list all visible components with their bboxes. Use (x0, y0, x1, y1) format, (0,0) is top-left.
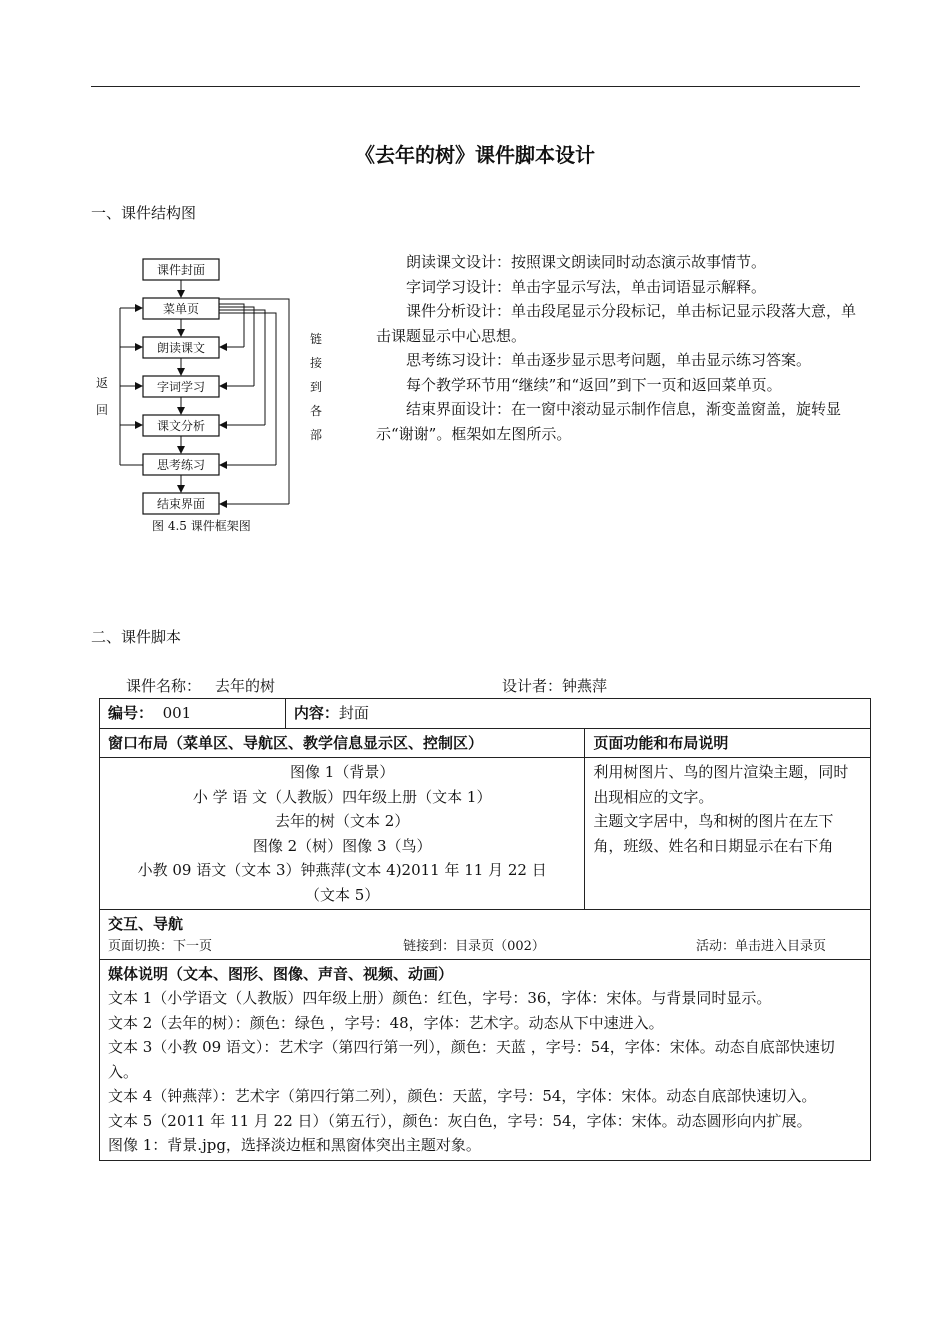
layout-line: （文本 5） (305, 885, 380, 904)
nav-activity: 活动：单击进入目录页 (695, 938, 826, 954)
flow-label-cover: 课件封面 (156, 263, 206, 277)
table-row (100, 758, 871, 910)
script-table (99, 698, 871, 1161)
designer-label: 设计者： (502, 677, 563, 695)
section-heading-script: 二、课件脚本 (91, 628, 182, 646)
table-row (100, 959, 871, 1160)
courseware-structure-diagram (88, 250, 348, 550)
return-label-1: 返 (96, 376, 109, 390)
flow-label-menu: 菜单页 (162, 302, 200, 316)
content-value: 封面 (338, 704, 369, 722)
flow-label-reading: 朗读课文 (156, 341, 206, 355)
media-line: 文本 5（2011 年 11 月 22 日）（第五行），颜色：灰白色，字号：54，字体：宋体。动态圆形向内扩展。 (108, 1111, 812, 1130)
figure-caption: 图 4.5 课件框架图 (152, 519, 251, 533)
layout-line: 去年的树（文本 2） (275, 812, 410, 830)
link-label-1: 链 (310, 332, 323, 346)
media-cell (100, 959, 871, 1160)
structure-description (376, 250, 860, 446)
media-line: 文本 3（小教 09 语文）：艺术字（第四行第一列），颜色：天蓝 ，字号：54，字体：宋体。动态自底部快速切入。 (108, 1038, 835, 1081)
link-label-2: 接 (310, 356, 323, 370)
desc-reading: 朗读课文设计：按照课文朗读同时动态演示故事情节。 (406, 253, 767, 271)
return-label-2: 回 (96, 403, 109, 417)
flow-label-ending: 结束界面 (156, 497, 206, 511)
media-line: 文本 2（去年的树）：颜色：绿色 ，字号：48，字体：艺术字。动态从下中速进入。 (108, 1013, 664, 1032)
courseware-name-label: 课件名称： (126, 677, 202, 695)
number-value: 001 (162, 704, 192, 722)
courseware-name-value: 去年的树 (215, 677, 276, 695)
flow-label-analysis: 课文分析 (156, 419, 206, 433)
navigation-cell (100, 910, 871, 960)
document-title: 《去年的树》课件脚本设计 (355, 143, 595, 167)
courseware-name (126, 675, 275, 696)
flow-label-vocab: 字词学习 (156, 380, 206, 394)
layout-line: 小教 09 语文（文本 3）钟燕萍(文本 4)2011 年 11 月 22 日 (137, 861, 547, 879)
designer (502, 675, 607, 696)
media-line: 图像 1：背景.jpg，选择淡边框和黑窗体突出主题对象。 (108, 1136, 481, 1154)
content-label: 内容： (293, 704, 339, 722)
desc-vocab: 字词学习设计：单击字显示写法，单击词语显示解释。 (406, 277, 767, 296)
content-cell (285, 699, 870, 729)
number-label: 编号： (108, 704, 154, 722)
function-cell (585, 758, 871, 910)
layout-line: 小 学 语 文（人教版）四年级上册（文本 1） (192, 787, 492, 806)
table-row (100, 699, 871, 729)
desc-analysis: 课件分析设计：单击段尾显示分段标记，单击标记显示段落大意，单击课题显示中心思想。 (376, 302, 857, 345)
section-heading-structure: 一、课件结构图 (91, 204, 197, 222)
link-label-4: 各 (310, 404, 323, 418)
link-label-3: 到 (310, 380, 323, 394)
link-label-5: 部 (310, 428, 323, 442)
desc-exercise: 思考练习设计：单击逐步显示思考问题，单击显示练习答案。 (406, 351, 812, 369)
media-line: 文本 4（钟燕萍）：艺术字（第四行第二列），颜色：天蓝，字号：54，字体：宋体。动态自底部快速切入。 (108, 1087, 817, 1105)
media-line: 文本 1（小学语文（人教版）四年级上册）颜色：红色，字号：36，字体：宋体。与背景同时显示。 (108, 989, 772, 1007)
media-header: 媒体说明（文本、图形、图像、声音、视频、动画） (108, 964, 454, 983)
nav-link-to: 链接到：目录页（002） (403, 938, 545, 954)
layout-line: 图像 2（树）图像 3（鸟） (252, 836, 432, 855)
layout-header: 窗口布局（菜单区、导航区、教学信息显示区、控制区） (100, 728, 585, 758)
function-line: 利用树图片、鸟的图片渲染主题，同时出现相应的文字。 (593, 763, 849, 806)
designer-value: 钟燕萍 (562, 677, 608, 695)
number-cell (100, 699, 286, 729)
layout-line: 图像 1（背景） (290, 763, 395, 781)
function-header: 页面功能和布局说明 (585, 728, 871, 758)
nav-page-switch: 页面切换：下一页 (108, 938, 213, 954)
flow-label-exercise: 思考练习 (156, 458, 206, 472)
function-line: 主题文字居中，鸟和树的图片在左下角，班级、姓名和日期显示在右下角 (593, 812, 834, 855)
navigation-items (108, 937, 862, 957)
navigation-header: 交互、导航 (108, 915, 184, 933)
table-row (100, 728, 871, 758)
header-rule (91, 86, 860, 87)
desc-navigation: 每个教学环节用“继续”和“返回”到下一页和返回菜单页。 (406, 375, 782, 394)
table-row (100, 910, 871, 960)
layout-cell (100, 758, 585, 910)
desc-ending: 结束界面设计：在一窗中滚动显示制作信息，渐变盖窗盖，旋转显示“谢谢”。框架如左图所示。 (376, 400, 842, 443)
